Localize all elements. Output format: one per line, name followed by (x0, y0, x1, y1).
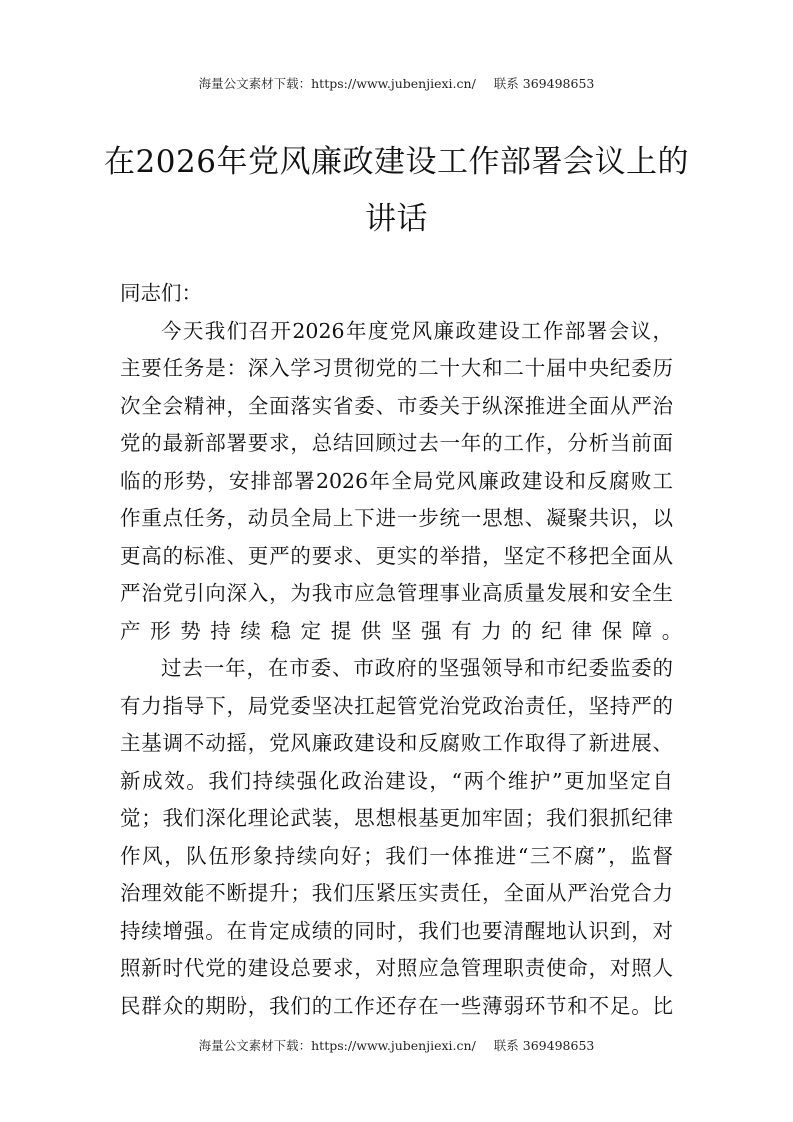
paragraph-2-line: 照新时代党的建设总要求，对照应急管理职责使命，对照人 (120, 956, 673, 980)
paragraph-2-line: 新成效。我们持续强化政治建设，“两个维护”更加坚定自 (120, 768, 673, 793)
paragraph-1-line: 次全会精神，全面落实省委、市委关于纵深推进全面从严治 (120, 393, 673, 418)
page-footer (0, 1036, 793, 1054)
page-header (0, 74, 793, 92)
paragraph-1-line: 党的最新部署要求，总结回顾过去一年的工作，分析当前面 (120, 431, 673, 455)
paragraph-2-line: 作风，队伍形象持续向好；我们一体推进“三不腐”，监督 (120, 843, 673, 868)
paragraph-2-line: 有力指导下，局党委坚决扛起管党治党政治责任，坚持严的 (120, 693, 673, 718)
footer-contact-text: 联系 369498653 (493, 1038, 595, 1053)
paragraph-1-line: 临的形势，安排部署2026年全局党风廉政建设和反腐败工 (120, 468, 673, 493)
paragraph-2-line: 觉；我们深化理论武装，思想根基更加牢固；我们狠抓纪律 (120, 806, 673, 830)
document-title-line-2: 讲话 (365, 201, 428, 237)
document-title-line-1: 在2026年党风廉政建设工作部署会议上的 (104, 144, 689, 180)
paragraph-2-line: 治理效能不断提升；我们压紧压实责任，全面从严治党合力 (120, 881, 673, 905)
footer-download-text: 海量公文素材下载：https://www.jubenjiexi.cn/ (198, 1038, 476, 1053)
document-body (120, 275, 692, 1025)
paragraph-1-line: 更高的标准、更严的要求、更实的举措，坚定不移把全面从 (120, 543, 673, 568)
paragraph-1-line: 今天我们召开2026年度党风廉政建设工作部署会议， (161, 318, 673, 343)
paragraph-2-line: 民群众的期盼，我们的工作还存在一些薄弱环节和不足。比 (120, 993, 673, 1018)
header-download-text: 海量公文素材下载：https://www.jubenjiexi.cn/ (198, 76, 476, 91)
paragraph-2-line: 过去一年，在市委、市政府的坚强领导和市纪委监委的 (161, 656, 673, 680)
paragraph-1-line: 严治党引向深入，为我市应急管理事业高质量发展和安全生 (120, 581, 673, 605)
paragraph-1-line: 主要任务是：深入学习贯彻党的二十大和二十届中央纪委历 (120, 356, 673, 380)
greeting: 同志们： (120, 281, 202, 305)
paragraph-2-line: 主基调不动摇，党风廉政建设和反腐败工作取得了新进展、 (120, 731, 673, 755)
paragraph-1-line: 产形势持续稳定提供坚强有力的纪律保障。 (120, 618, 692, 643)
paragraph-1-line: 作重点任务，动员全局上下进一步统一思想、凝聚共识，以 (120, 506, 673, 530)
header-contact-text: 联系 369498653 (493, 76, 595, 91)
paragraph-2-line: 持续增强。在肯定成绩的同时，我们也要清醒地认识到，对 (120, 918, 673, 943)
